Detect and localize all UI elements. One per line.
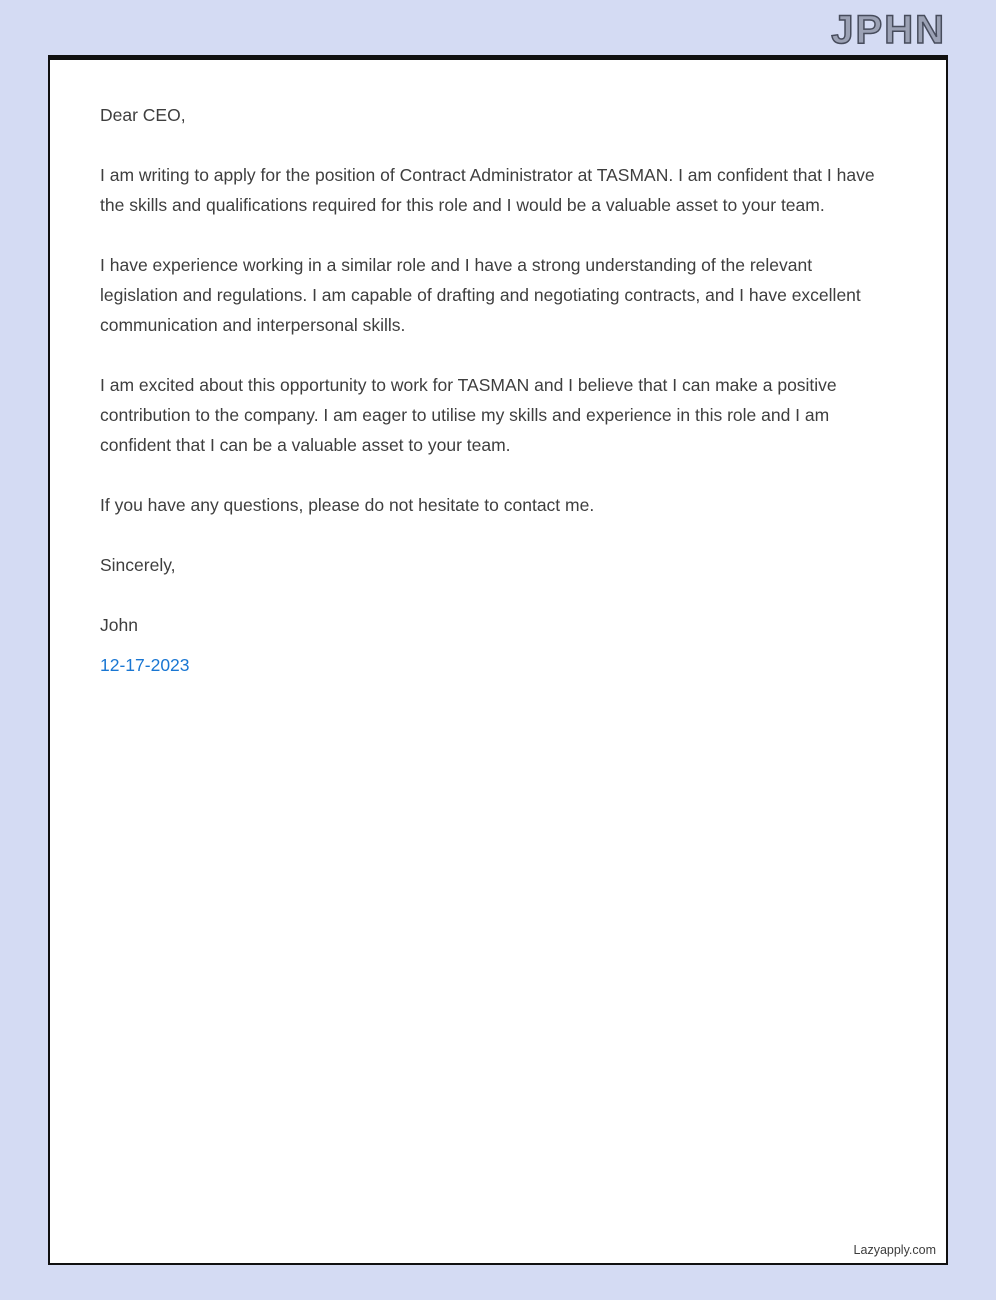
letter-page [48,55,948,1265]
letter-paragraph: I have experience working in a similar role and I have a strong understanding of the relevant legislation and regulations. I am capable of drafting and negotiating contracts, and I have excellent communication and interpersonal skills. [100,255,861,335]
letter-body [100,100,890,680]
closing: Sincerely, [100,555,176,575]
letter-paragraph: I am writing to apply for the position of Contract Administrator at TASMAN. I am confident that I have the skills and qualifications required for this role and I would be a valuable asset to your team. [100,165,875,215]
letter-date-link[interactable]: 12-17-2023 [100,655,190,675]
signature: John [100,615,138,635]
letter-paragraph: If you have any questions, please do not hesitate to contact me. [100,495,595,515]
salutation: Dear CEO, [100,105,186,125]
company-logo: JPHN [831,8,946,52]
lazyapply-brand-link[interactable]: Lazyapply.com [853,1243,936,1257]
letter-paragraph: I am excited about this opportunity to work for TASMAN and I believe that I can make a positive contribution to the company. I am eager to utilise my skills and experience in this role and I am confident that I can be a valuable asset to your team. [100,375,837,455]
